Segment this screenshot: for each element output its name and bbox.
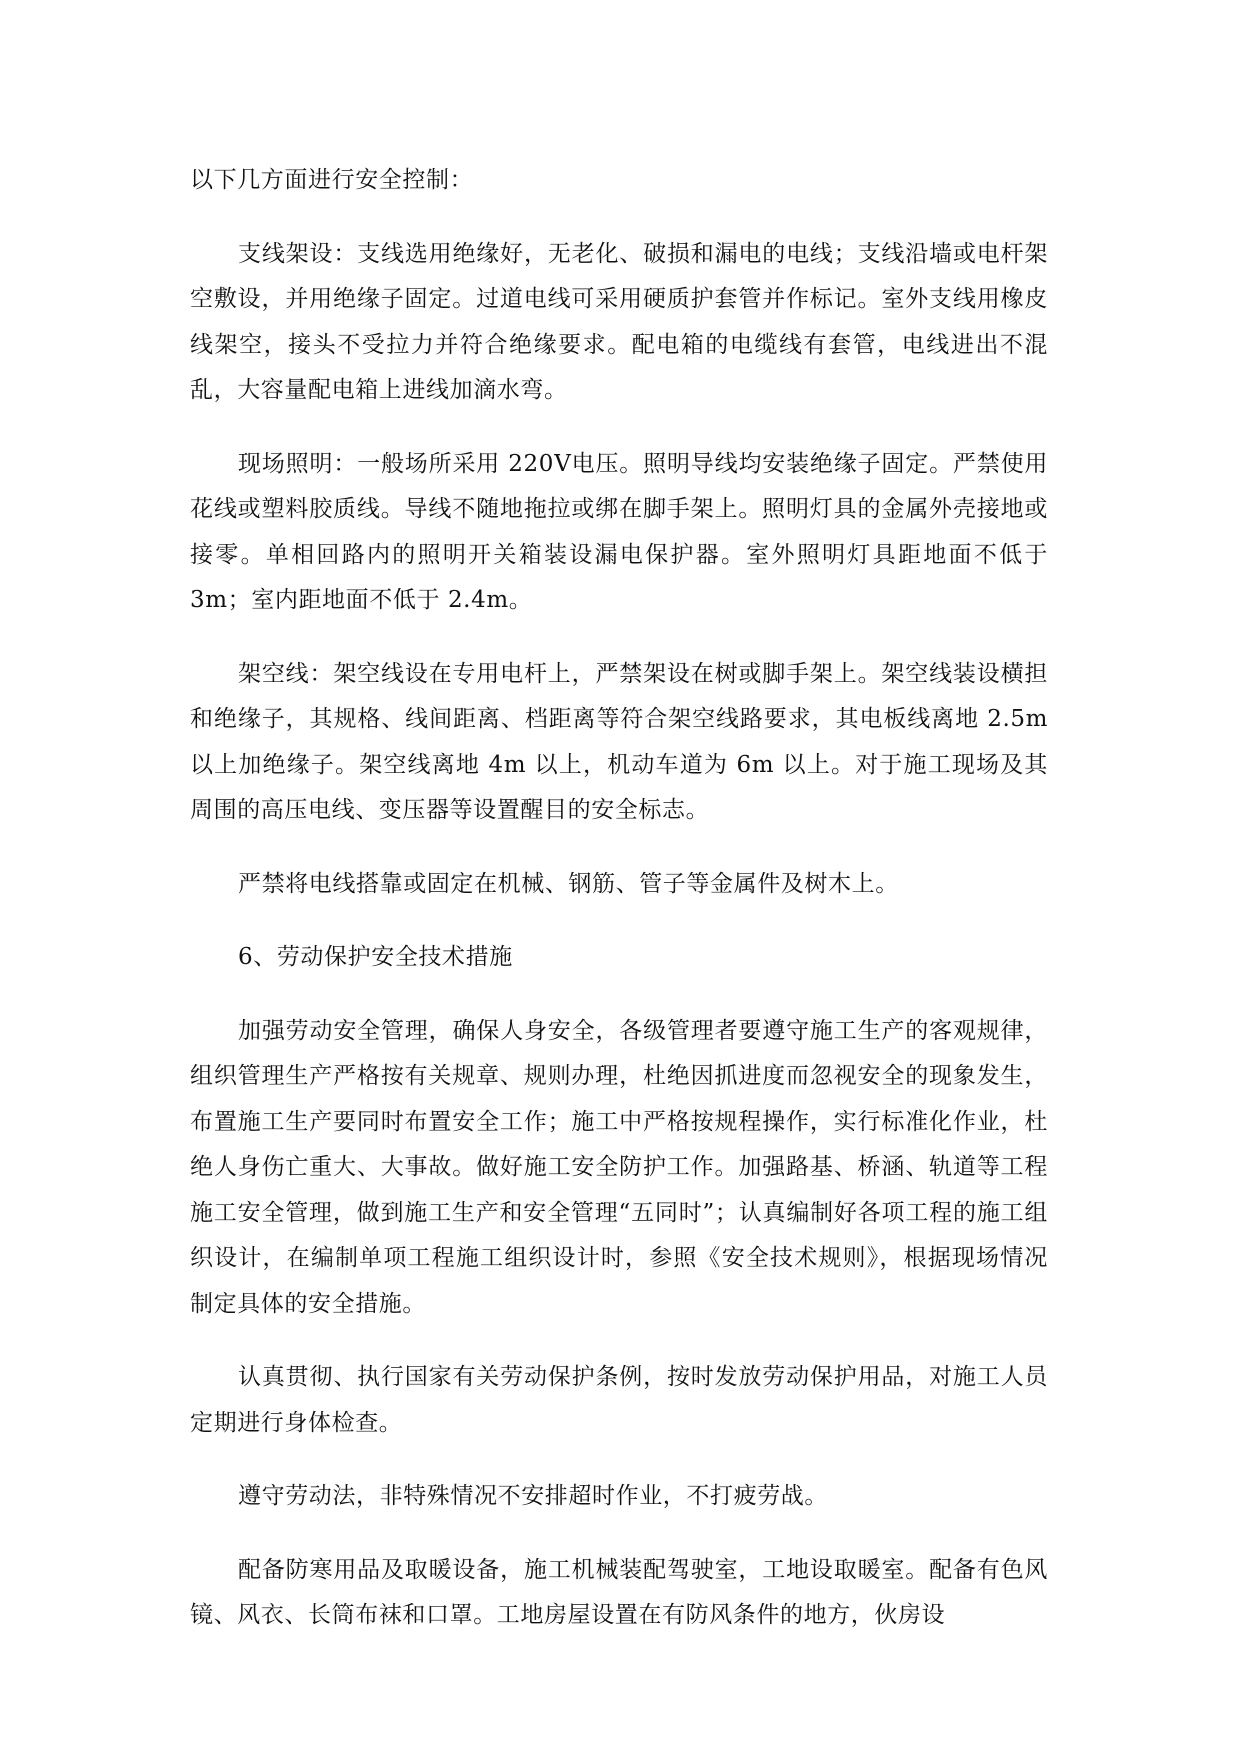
section-heading-labor-protection: 6、劳动保护安全技术措施	[238, 944, 513, 970]
paragraph-overhead-lines: 架空线：架空线设在专用电杆上，严禁架设在树或脚手架上。架空线装设横担和绝缘子，其规格、线间距离、档距离等符合架空线路要求，其电板线离地 2.5m 以上加绝缘子。架空线离地 4m 以上，机动车道为 6m 以上。对于施工现场及其周围的高压电线、变压器等设置醒目的安全标志。	[190, 660, 1048, 823]
paragraph-safety-management: 加强劳动安全管理，确保人身安全，各级管理者要遵守施工生产的客观规律，组织管理生产严格按有关规章、规则办理，杜绝因抓进度而忽视安全的现象发生，布置施工生产要同时布置安全工作；施工中严格按规程操作，实行标准化作业，杜绝人身伤亡重大、大事故。做好施工安全防护工作。加强路基、桥涵、轨道等工程施工安全管理，做到施工生产和安全管理“五同时”；认真编制好各项工程的施工组织设计，在编制单项工程施工组织设计时，参照《安全技术规则》，根据现场情况制定具体的安全措施。	[190, 1017, 1048, 1317]
paragraph-labor-regulations: 认真贯彻、执行国家有关劳动保护条例，按时发放劳动保护用品，对施工人员定期进行身体检查。	[190, 1364, 1048, 1436]
paragraph-intro: 以下几方面进行安全控制：	[190, 167, 474, 193]
paragraph-cold-protection: 配备防寒用品及取暖设备，施工机械装配驾驶室，工地设取暖室。配备有色风镜、风衣、长筒布袜和口罩。工地房屋设置在有防风条件的地方，伙房设	[190, 1556, 1048, 1628]
paragraph-labor-law: 遵守劳动法，非特殊情况不安排超时作业，不打疲劳战。	[238, 1483, 828, 1509]
paragraph-site-lighting: 现场照明：一般场所采用 220Ⅴ电压。照明导线均安装绝缘子固定。严禁使用花线或塑料胶质线。导线不随地拖拉或绑在脚手架上。照明灯具的金属外壳接地或接零。单相回路内的照明开关箱装设漏电保护器。室外照明灯具距地面不低于 3m；室内距地面不低于 2.4m。	[190, 450, 1048, 613]
paragraph-wire-prohibition: 严禁将电线搭靠或固定在机械、钢筋、管子等金属件及树木上。	[238, 870, 899, 897]
document-body	[190, 158, 1048, 1667]
paragraph-branch-lines: 支线架设：支线选用绝缘好，无老化、破损和漏电的电线；支线沿墙或电杆架空敷设，并用绝缘子固定。过道电线可采用硬质护套管并作标记。室外支线用橡皮线架空，接头不受拉力并符合绝缘要求。配电箱的电缆线有套管，电线进出不混乱，大容量配电箱上进线加滴水弯。	[190, 240, 1048, 403]
